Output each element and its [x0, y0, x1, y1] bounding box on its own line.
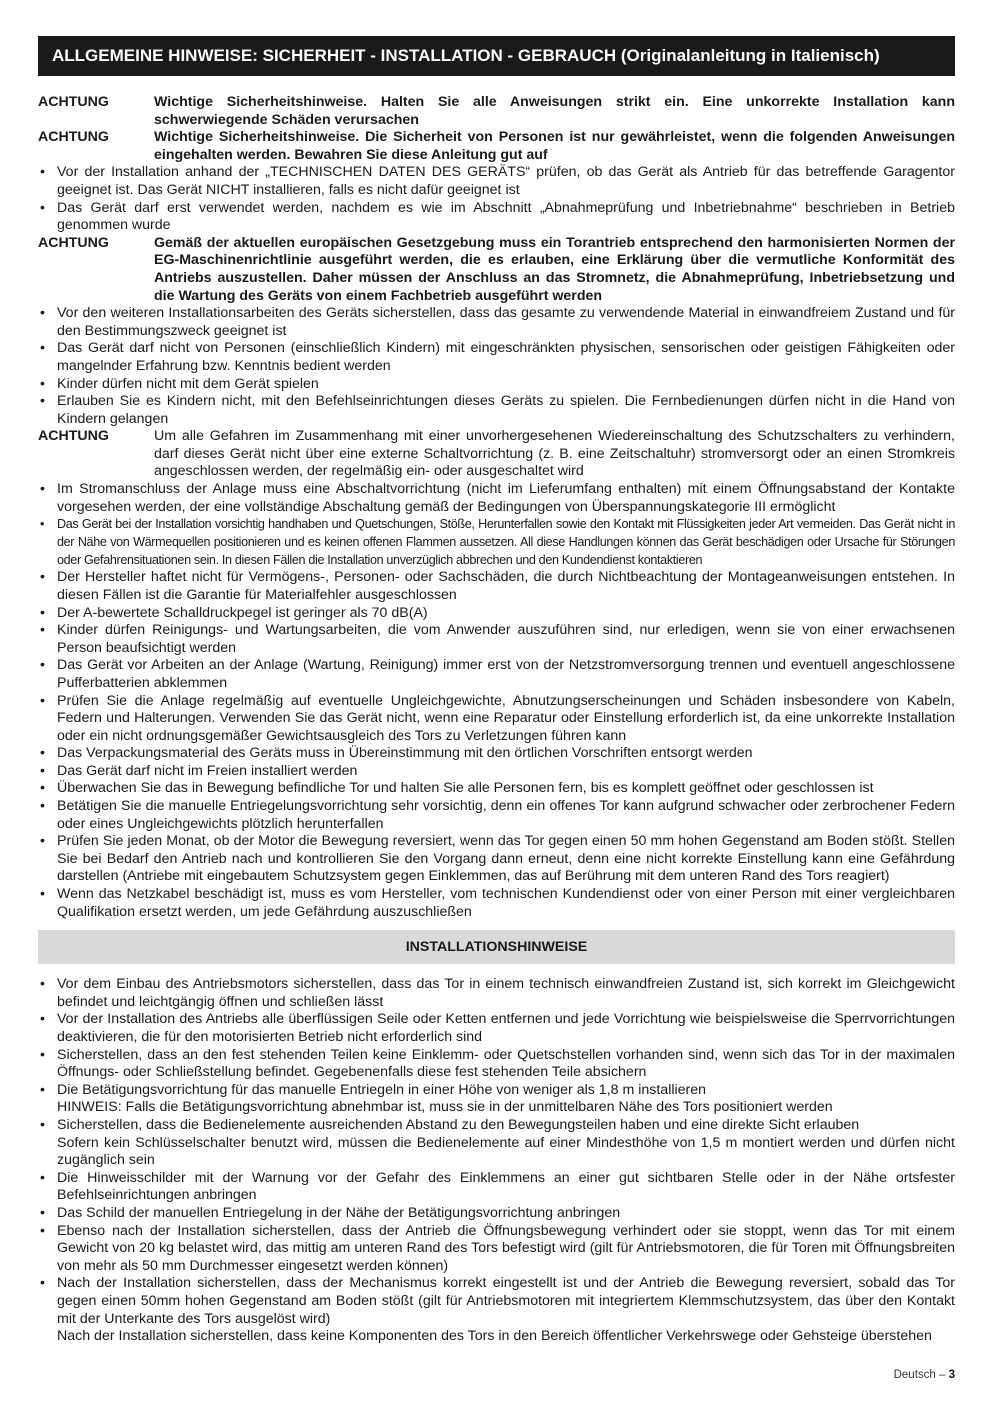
warning-4: [38, 428, 955, 481]
list-item-text: Vor den weiteren Installationsarbeiten des Geräts sicherstellen, dass das gesamte zu verwendende Material in einwandfreiem Zustand und für den Bestimmungszweck geeignet ist: [57, 305, 955, 339]
bullet-icon: •: [40, 164, 45, 181]
bullet-icon: •: [40, 745, 45, 762]
bullet-icon: •: [40, 692, 45, 709]
bullet-icon: •: [40, 1116, 45, 1133]
bullet-icon: •: [40, 305, 45, 322]
warning-text: Um alle Gefahren im Zusammenhang mit einer unvorhergesehenen Wiedereinschaltung des Schutzschalters zu verhindern, darf dieses Gerät nicht über eine externe Schaltvorrichtung (z. B. eine Zeitschaltuhr) stromversorgt oder an einen Stromkreis angeschlossen werden, der regelmäßig ein- oder ausgeschaltet wird: [154, 428, 955, 480]
bullet-icon: •: [40, 780, 45, 797]
bullet-icon: •: [40, 622, 45, 639]
list-item-text: Das Gerät darf erst verwendet werden, nachdem es wie im Abschnitt „Abnahmeprüfung und Inbetriebnahme“ beschrieben in Betrieb genommen wurde: [57, 199, 955, 234]
list-item: [38, 780, 955, 798]
list-item-text: Vor der Installation anhand der „TECHNISCHEN DATEN DES GERÄTS“ prüfen, ob das Gerät als Antrieb für das betreffende Garagentor geeignet ist. Das Gerät NICHT installieren, falls es nicht dafür geeignet ist: [57, 164, 955, 198]
bullet-icon: •: [40, 833, 45, 850]
list-item-text: Prüfen Sie die Anlage regelmäßig auf eventuelle Ungleichgewichte, Abnutzungserscheinungen und Schäden insbesondere von Kabeln, Federn und Halterungen. Verwenden Sie das Gerät nicht, wenn eine Reparatur oder Einstellung erforderlich ist, da eine unkorrekte Installation oder ein nicht ordnungsgemäßer Gewichtsausgleich des Tors zu Verletzungen führen kann: [57, 692, 955, 744]
warning-text: Wichtige Sicherheitshinweise. Die Sicherheit von Personen ist nur gewährleistet, wenn die folgenden Anweisungen eingehalten werden. Bewahren Sie diese Anleitung gut auf: [154, 129, 955, 163]
bullet-icon: •: [40, 375, 45, 392]
list-item-text: Kinder dürfen Reinigungs- und Wartungsarbeiten, die vom Anwender auszuführen sind, nur erledigen, wenn sie von einer erwachsenen Person beaufsichtigt werden: [57, 622, 955, 656]
list-item-text: Im Stromanschluss der Anlage muss eine Abschaltvorrichtung (nicht im Lieferumfang enthalten) mit einem Öffnungsabstand der Kontakte vorgesehen werden, der eine vollständige Abschaltung gemäß der Bedingungen von Überspannungskategorie III ermöglicht: [57, 481, 955, 515]
warning-1: [38, 94, 955, 129]
list-item-text: Prüfen Sie jeden Monat, ob der Motor die Bewegung reversiert, wenn das Tor gegen einen 50 mm hohen Gegenstand am Boden stößt. Stellen Sie bei Bedarf den Antrieb nach und kontrollieren Sie den Vorgang dann erneut, denn eine nicht korrekte Einstellung kann eine Gefährdung darstellen (Antriebe mit eingebautem Schutzsystem gegen Einklemmen, das auf Berührung mit dem unteren Rand des Tors reagiert): [57, 833, 955, 885]
bullet-icon: •: [40, 393, 45, 410]
bullet-icon: •: [40, 886, 45, 903]
list-item: [38, 340, 955, 375]
list-item: [38, 376, 955, 394]
list-item-text: Betätigen Sie die manuelle Entriegelungsvorrichtung sehr vorsichtig, denn ein offenes Tor kann aufgrund schwacher oder zerbrochener Federn oder eines Ungleichgewichts plötzlich herunterfallen: [57, 798, 955, 832]
list-item: [38, 481, 955, 516]
list-item: [38, 569, 955, 604]
warning-text: Wichtige Sicherheitshinweise. Halten Sie alle Anweisungen strikt ein. Eine unkorrekte Installation kann schwerwiegende Schäden verursachen: [154, 94, 955, 128]
list-item-note: Nach der Installation sicherstellen, dass keine Komponenten des Tors in den Bereich öffentlicher Verkehrswege oder Gehsteige überstehen: [57, 1328, 932, 1345]
warning-2: [38, 129, 955, 164]
bullet-icon: •: [40, 1204, 45, 1221]
page-footer: [894, 1369, 955, 1381]
bullet-icon: •: [40, 199, 45, 216]
list-item-text: Die Hinweisschilder mit der Warnung vor der Gefahr des Einklemmens an einer gut sichtbaren Stelle oder in der Nähe ortsfester Befehlseinrichtungen anbringen: [57, 1169, 955, 1204]
list-item: [38, 798, 955, 833]
warning-label: ACHTUNG: [38, 129, 109, 146]
list-item-text: Vor der Installation des Antriebs alle überflüssigen Seile oder Ketten entfernen und jede Vorrichtung wie beispielsweise die Sperrvorrichtungen deaktivieren, die für den motorisierten Betrieb nicht erforderlich sind: [57, 1011, 955, 1046]
bullet-icon: •: [40, 1222, 45, 1239]
list-item: [38, 164, 955, 199]
bullet-icon: •: [40, 1275, 45, 1292]
warning-3: [38, 235, 955, 305]
bullet-icon: •: [40, 604, 45, 621]
list-item-text: Überwachen Sie das in Bewegung befindliche Tor und halten Sie alle Personen fern, bis es komplett geöffnet oder geschlossen ist: [57, 780, 874, 797]
list-item: [38, 976, 955, 1011]
list-item: [38, 657, 955, 692]
list-item: [38, 1047, 955, 1082]
list-item-text: Sicherstellen, dass die Bedienelemente ausreichenden Abstand zu den Bewegungsteilen haben und eine direkte Sicht erlauben: [57, 1116, 860, 1133]
list-item-text: Die Betätigungsvorrichtung für das manuelle Entriegeln in einer Höhe von weniger als 1,8 m installieren: [57, 1081, 707, 1098]
document-page: [38, 36, 955, 1346]
page-number: 3: [948, 1369, 955, 1381]
list-item: [38, 1117, 955, 1170]
bullet-icon: •: [40, 657, 45, 674]
list-item: [38, 605, 955, 623]
list-item: [38, 516, 955, 569]
warning-label: ACHTUNG: [38, 94, 109, 110]
list-item-text: Kinder dürfen nicht mit dem Gerät spielen: [57, 375, 319, 392]
list-item-text: Der A-bewertete Schalldruckpegel ist geringer als 70 dB(A): [57, 604, 428, 621]
list-item: [38, 200, 955, 235]
list-item: [38, 1011, 955, 1046]
list-item-text: Ebenso nach der Installation sicherstellen, dass der Antrieb die Öffnungsbewegung verhindert oder sie stoppt, wenn das Tor mit einem Gewicht von 20 kg belastet wird, das mittig am unteren Rand des Tors befestigt wird (gilt für Antriebsmotoren, die für Toren mit Öffnungsbreiten von mehr als 50 mm Durchmesser eingesetzt werden können): [57, 1222, 955, 1274]
list-item: [38, 1205, 955, 1223]
list-item: [38, 622, 955, 657]
bullet-icon: •: [40, 340, 45, 357]
list-item: [38, 1275, 955, 1345]
section-heading: INSTALLATIONSHINWEISE: [38, 930, 955, 964]
bullet-icon: •: [40, 569, 45, 586]
list-item-text: Vor dem Einbau des Antriebsmotors sicherstellen, dass das Tor in einem technisch einwandfreien Zustand ist, sich korrekt im Gleichgewicht befindet und leichtgängig öffnen und schließen lässt: [57, 976, 955, 1010]
bullet-icon: •: [40, 762, 45, 779]
bullet-icon: •: [40, 517, 45, 532]
list-item: [38, 693, 955, 746]
list-item: [38, 886, 955, 921]
warning-label: ACHTUNG: [38, 428, 109, 445]
bullet-icon: •: [40, 1011, 45, 1028]
list-item-text: Das Gerät darf nicht von Personen (einschließlich Kindern) mit eingeschränkten physischen, sensorischen oder geistigen Fähigkeiten oder mangelnder Erfahrung bzw. Kenntnis bedient werden: [57, 340, 955, 374]
list-item-text: Nach der Installation sicherstellen, dass der Mechanismus korrekt eingestellt ist und der Antrieb die Bewegung reversiert, sobald das Tor gegen einen 50mm hohen Gegenstand am Boden stößt (gilt für Antriebsmotoren mit integriertem Klemmschutzsystem, das über den Kontakt mit der Unterkante des Tors ausgelöst wird): [57, 1275, 955, 1327]
bullet-icon: •: [40, 1169, 45, 1186]
list-item-text: Wenn das Netzkabel beschädigt ist, muss es vom Hersteller, vom technischen Kundendienst oder von einer Person mit einer vergleichbaren Qualifikation ersetzt werden, um jede Gefährdung auszuschließen: [57, 886, 955, 920]
list-item-text: Das Gerät vor Arbeiten an der Anlage (Wartung, Reinigung) immer erst von der Netzstromversorgung trennen und eventuell angeschlossene Pufferbatterien abklemmen: [57, 657, 955, 691]
list-item-note: Sofern kein Schlüsselschalter benutzt wird, müssen die Bedienelemente auf einer Mindesthöhe von 1,5 m montiert werden und dürfen nicht zugänglich sein: [57, 1134, 955, 1169]
bullet-icon: •: [40, 798, 45, 815]
bullet-icon: •: [40, 976, 45, 993]
list-item-text: Das Gerät bei der Installation vorsichtig handhaben und Quetschungen, Stöße, Herunterfallen sowie den Kontakt mit Flüssigkeiten jeder Art vermeiden. Das Gerät nicht in der Nähe von Wärmequellen positionieren und es keinen offenen Flammen aussetzen. All diese Handlungen können das Gerät beschädigen oder Ursache für Störungen oder Gefahrensituationen sein. In diesen Fällen die Installation unverzüglich abbrechen und den Kundendienst kontaktieren: [57, 517, 955, 567]
page-title: ALLGEMEINE HINWEISE: SICHERHEIT - INSTALLATION - GEBRAUCH (Originalanleitung in Italienisch): [38, 36, 955, 76]
warning-label: ACHTUNG: [38, 234, 109, 251]
list-item-text: Erlauben Sie es Kindern nicht, mit den Befehlseinrichtungen dieses Geräts zu spielen. Die Fernbedienungen dürfen nicht in die Hand von Kindern gelangen: [57, 393, 955, 427]
list-item: [38, 763, 955, 781]
list-item-text: Das Verpackungsmaterial des Geräts muss in Übereinstimmung mit den örtlichen Vorschriften entsorgt werden: [57, 745, 753, 762]
list-item: [38, 305, 955, 340]
list-item-text: Der Hersteller haftet nicht für Vermögens-, Personen- oder Sachschäden, die durch Nichtbeachtung der Montageanweisungen entstehen. In diesen Fällen ist die Garantie für Materialfehler ausgeschlossen: [57, 569, 955, 603]
bullet-icon: •: [40, 481, 45, 498]
list-item-text: Das Gerät darf nicht im Freien installiert werden: [57, 762, 358, 779]
list-item: [38, 1082, 955, 1117]
list-item: [38, 1223, 955, 1276]
list-item-text: Das Schild der manuellen Entriegelung in der Nähe der Betätigungsvorrichtung anbringen: [57, 1204, 621, 1221]
list-item: [38, 393, 955, 428]
list-item-note: HINWEIS: Falls die Betätigungsvorrichtung abnehmbar ist, muss sie in der unmittelbaren Nähe des Tors positioniert werden: [57, 1099, 833, 1116]
bullet-icon: •: [40, 1046, 45, 1063]
footer-language: Deutsch –: [893, 1369, 946, 1381]
list-item: [38, 833, 955, 886]
bullet-icon: •: [40, 1081, 45, 1098]
warning-text: Gemäß der aktuellen europäischen Gesetzgebung muss ein Torantrieb entsprechend den harmonisierten Normen der EG-Maschinenrichtlinie ausgeführt werden, die es erlauben, eine Erklärung über die vermutliche Konformität des Antriebs auszustellen. Daher müssen der Anschluss an das Stromnetz, die Abnahmeprüfung, Inbetriebsetzung und die Wartung des Geräts von einem Fachbetrieb ausgeführt werden: [154, 234, 955, 304]
list-item-text: Sicherstellen, dass an den fest stehenden Teilen keine Einklemm- oder Quetschstellen vorhanden sind, wenn sich das Tor in der maximalen Öffnungs- oder Schließstellung befindet. Gegebenenfalls diese fest stehenden Teile absichern: [57, 1046, 955, 1081]
list-item: [38, 745, 955, 763]
list-item: [38, 1170, 955, 1205]
